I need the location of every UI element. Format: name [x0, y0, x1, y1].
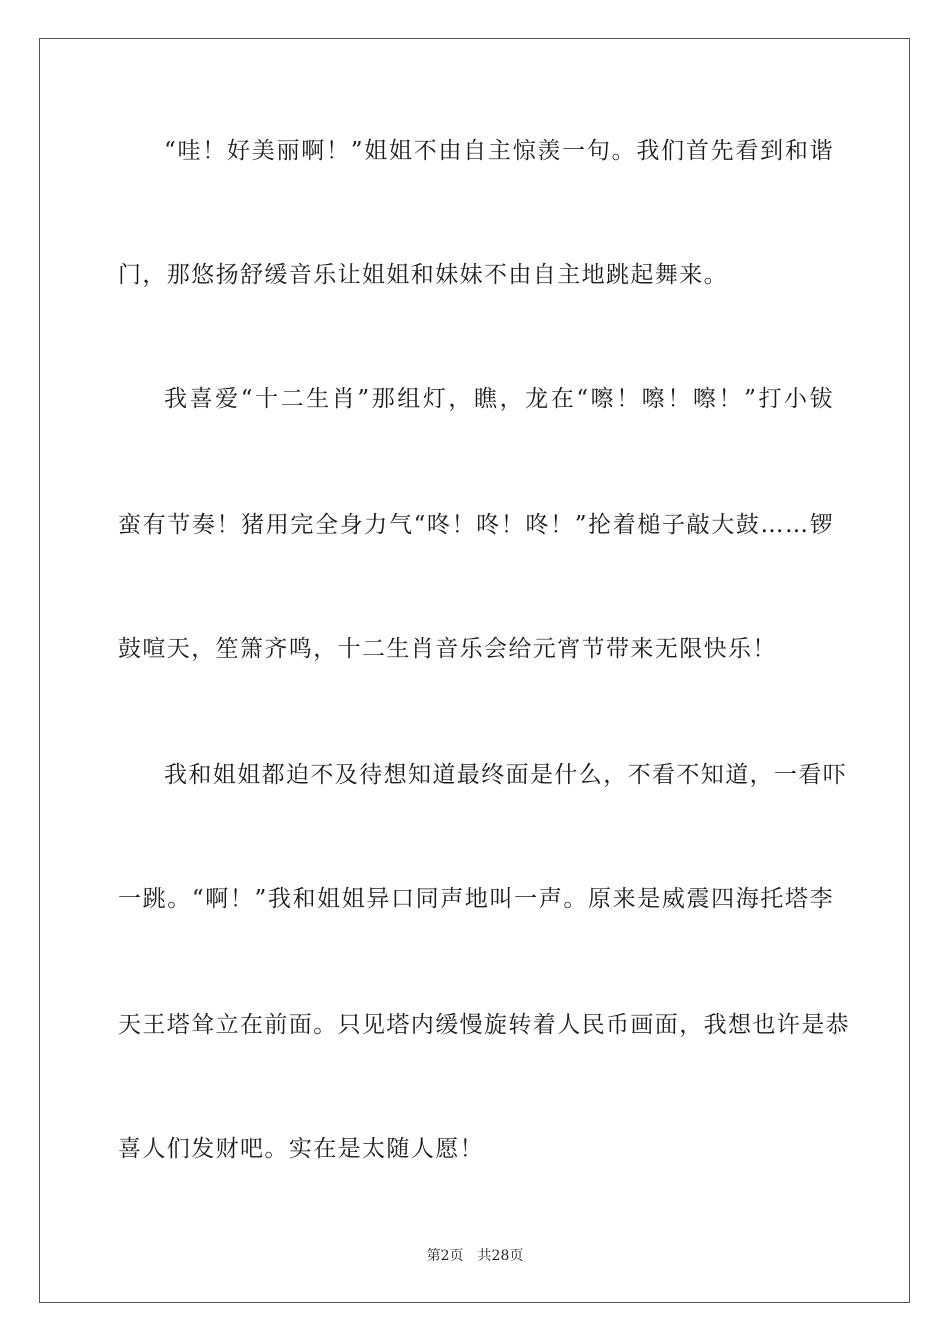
page-border [39, 38, 910, 1303]
paragraph-3-line-2: 一跳。“啊！”我和姐姐异口同声地叫一声。原来是威震四海托塔李 [118, 886, 834, 912]
page-footer [0, 1246, 950, 1266]
paragraph-1-line-2: 门，那悠扬舒缓音乐让姐姐和妹妹不由自主地跳起舞来。 [118, 262, 728, 288]
paragraph-3-line-3: 天王塔耸立在前面。只见塔内缓慢旋转着人民币画面，我想也许是恭 [118, 1012, 850, 1038]
page-number: 第2页 [426, 1248, 464, 1264]
paragraph-2-line-1: 我喜爱“十二生肖”那组灯，瞧，龙在“嚓！嚓！嚓！”打小钹 [164, 386, 834, 412]
paragraph-3-line-1: 我和姐姐都迫不及待想知道最终面是什么，不看不知道，一看吓 [164, 762, 848, 788]
paragraph-2-line-3: 鼓喧天，笙箫齐鸣，十二生肖音乐会给元宵节带来无限快乐！ [118, 636, 777, 662]
paragraph-1-line-1: “哇！好美丽啊！”姐姐不由自主惊羡一句。我们首先看到和谐 [164, 138, 834, 164]
paragraph-3-line-4: 喜人们发财吧。实在是太随人愿！ [118, 1136, 484, 1162]
paragraph-2-line-2: 蛮有节奏！猪用完全身力气“咚！咚！咚！”抡着槌子敲大鼓……锣 [118, 512, 834, 538]
total-pages: 共28页 [477, 1248, 524, 1264]
